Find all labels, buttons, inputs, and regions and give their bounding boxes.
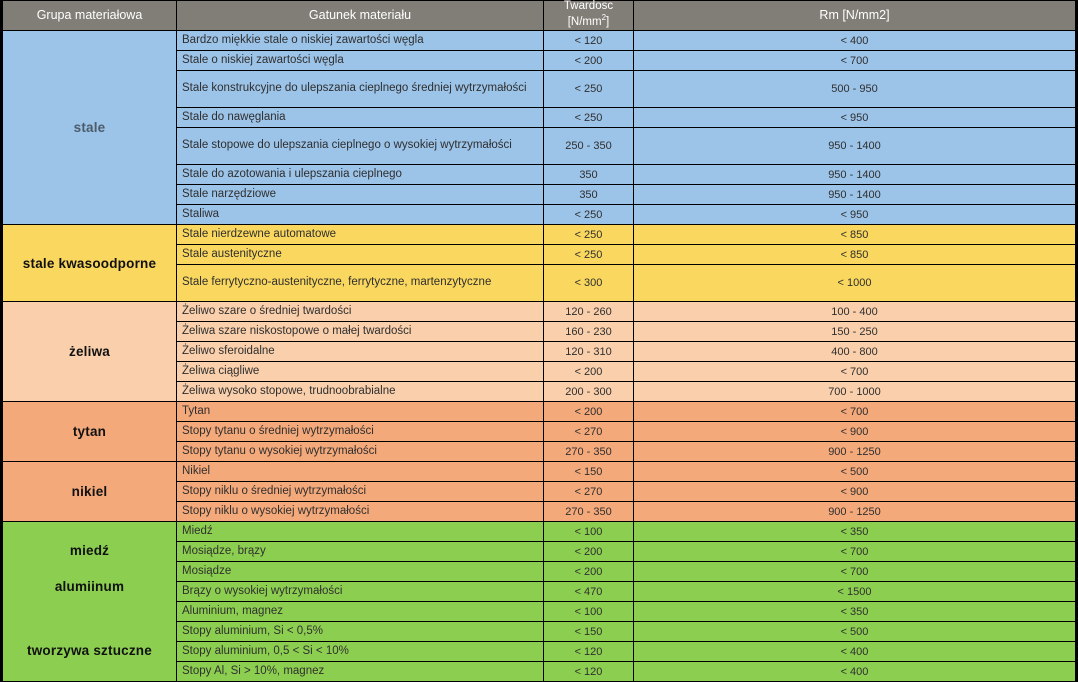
hardness-cell: < 100 — [544, 522, 634, 542]
column-header-rm: Rm [N/mm2] — [634, 1, 1076, 31]
rm-cell: < 700 — [634, 362, 1076, 382]
hardness-cell: 250 - 350 — [544, 128, 634, 165]
grade-cell: Miedź — [177, 522, 544, 542]
group-label: alumiinum — [54, 579, 125, 595]
rm-cell: < 950 — [634, 205, 1076, 225]
column-header-grade: Gatunek materiału — [177, 1, 544, 31]
hardness-header-line1: Twardosc — [563, 0, 614, 12]
hardness-cell: < 200 — [544, 51, 634, 71]
group-label: tworzywa sztuczne — [27, 642, 152, 658]
hardness-cell: 120 - 310 — [544, 342, 634, 362]
rm-cell: < 700 — [634, 562, 1076, 582]
hardness-header-unit: [N/mm — [567, 15, 602, 28]
hardness-cell: < 100 — [544, 602, 634, 622]
hardness-cell: < 200 — [544, 562, 634, 582]
hardness-cell: < 270 — [544, 482, 634, 502]
rm-cell: 700 - 1000 — [634, 382, 1076, 402]
group-cell: stale — [3, 31, 177, 225]
grade-cell: Stale narzędziowe — [177, 185, 544, 205]
table-body — [3, 31, 1076, 682]
hardness-cell: < 200 — [544, 362, 634, 382]
grade-cell: Bardzo miękkie stale o niskiej zawartości węgla — [177, 31, 544, 51]
grade-cell: Stale nierdzewne automatowe — [177, 225, 544, 245]
rm-cell: < 700 — [634, 51, 1076, 71]
hardness-cell: < 150 — [544, 462, 634, 482]
grade-cell: Stopy aluminium, Si < 0,5% — [177, 622, 544, 642]
group-cell: nikiel — [3, 462, 177, 522]
rm-cell: 950 - 1400 — [634, 165, 1076, 185]
rm-cell: 400 - 800 — [634, 342, 1076, 362]
hardness-cell: < 120 — [544, 662, 634, 682]
hardness-cell: < 120 — [544, 642, 634, 662]
rm-cell: 950 - 1400 — [634, 185, 1076, 205]
rm-cell: < 1000 — [634, 265, 1076, 302]
grade-cell: Tytan — [177, 402, 544, 422]
grade-cell: Żeliwo sferoidalne — [177, 342, 544, 362]
hardness-cell: 270 - 350 — [544, 442, 634, 462]
hardness-cell: 160 - 230 — [544, 322, 634, 342]
rm-cell: < 850 — [634, 245, 1076, 265]
hardness-header-exponent: 2 — [601, 13, 607, 23]
hardness-cell: < 120 — [544, 31, 634, 51]
grade-cell: Aluminium, magnez — [177, 602, 544, 622]
grade-cell: Staliwa — [177, 205, 544, 225]
column-header-hardness — [544, 1, 634, 31]
hardness-cell: < 200 — [544, 402, 634, 422]
grade-cell: Stale do azotowania i ulepszania cieplnego — [177, 165, 544, 185]
hardness-cell: < 300 — [544, 265, 634, 302]
grade-cell: Brązy o wysokiej wytrzymałości — [177, 582, 544, 602]
rm-cell: < 500 — [634, 622, 1076, 642]
grade-cell: Mosiądze — [177, 562, 544, 582]
grade-cell: Stale austenityczne — [177, 245, 544, 265]
grade-cell: Stopy aluminium, 0,5 < Si < 10% — [177, 642, 544, 662]
hardness-cell: < 270 — [544, 422, 634, 442]
hardness-header-line2 — [545, 12, 632, 28]
rm-cell: < 500 — [634, 462, 1076, 482]
hardness-cell: < 200 — [544, 542, 634, 562]
hardness-cell: 350 — [544, 185, 634, 205]
hardness-cell: < 250 — [544, 225, 634, 245]
rm-cell: 150 - 250 — [634, 322, 1076, 342]
grade-cell: Mosiądze, brązy — [177, 542, 544, 562]
column-header-group: Grupa materiałowa — [3, 1, 177, 31]
rm-cell: < 400 — [634, 662, 1076, 682]
group-cell — [3, 522, 177, 682]
header-row — [3, 1, 1076, 31]
hardness-cell: 350 — [544, 165, 634, 185]
rm-cell: < 700 — [634, 402, 1076, 422]
rm-cell: < 700 — [634, 542, 1076, 562]
grade-cell: Stale konstrukcyjne do ulepszania cieplnego średniej wytrzymałości — [177, 71, 544, 108]
hardness-cell: 270 - 350 — [544, 502, 634, 522]
grade-cell: Stale o niskiej zawartości węgla — [177, 51, 544, 71]
rm-cell: 950 - 1400 — [634, 128, 1076, 165]
grade-cell: Stopy tytanu o średniej wytrzymałości — [177, 422, 544, 442]
hardness-cell: < 470 — [544, 582, 634, 602]
table-row — [3, 522, 1076, 542]
table-row — [3, 462, 1076, 482]
hardness-cell: < 150 — [544, 622, 634, 642]
grade-cell: Żeliwa ciągliwe — [177, 362, 544, 382]
rm-cell: < 1500 — [634, 582, 1076, 602]
grade-cell: Stopy niklu o wysokiej wytrzymałości — [177, 502, 544, 522]
table-row — [3, 402, 1076, 422]
hardness-cell: 120 - 260 — [544, 302, 634, 322]
rm-cell: < 400 — [634, 642, 1076, 662]
hardness-header-bracket: ] — [606, 15, 610, 28]
grade-cell: Nikiel — [177, 462, 544, 482]
grade-cell: Stale do nawęglania — [177, 108, 544, 128]
hardness-cell: < 250 — [544, 108, 634, 128]
rm-cell: 900 - 1250 — [634, 502, 1076, 522]
material-properties-table — [2, 0, 1076, 682]
hardness-cell: 200 - 300 — [544, 382, 634, 402]
grade-cell: Żeliwa wysoko stopowe, trudnoobrabialne — [177, 382, 544, 402]
grade-cell: Żeliwa szare niskostopowe o małej twardości — [177, 322, 544, 342]
hardness-cell: < 250 — [544, 245, 634, 265]
rm-cell: < 350 — [634, 602, 1076, 622]
table-row — [3, 31, 1076, 51]
rm-cell: < 850 — [634, 225, 1076, 245]
table-header — [3, 1, 1076, 31]
group-cell: tytan — [3, 402, 177, 462]
table-row — [3, 225, 1076, 245]
rm-cell: < 900 — [634, 422, 1076, 442]
group-cell: żeliwa — [3, 302, 177, 402]
table-row — [3, 302, 1076, 322]
group-cell: stale kwasoodporne — [3, 225, 177, 302]
rm-cell: < 900 — [634, 482, 1076, 502]
grade-cell: Żeliwo szare o średniej twardości — [177, 302, 544, 322]
rm-cell: 100 - 400 — [634, 302, 1076, 322]
group-label: miedź — [69, 542, 110, 558]
rm-cell: 900 - 1250 — [634, 442, 1076, 462]
rm-cell: < 950 — [634, 108, 1076, 128]
grade-cell: Stale stopowe do ulepszania cieplnego o wysokiej wytrzymałości — [177, 128, 544, 165]
rm-cell: 500 - 950 — [634, 71, 1076, 108]
grade-cell: Stopy Al, Si > 10%, magnez — [177, 662, 544, 682]
hardness-cell: < 250 — [544, 205, 634, 225]
grade-cell: Stopy tytanu o wysokiej wytrzymałości — [177, 442, 544, 462]
rm-cell: < 350 — [634, 522, 1076, 542]
rm-cell: < 400 — [634, 31, 1076, 51]
hardness-cell: < 250 — [544, 71, 634, 108]
grade-cell: Stopy niklu o średniej wytrzymałości — [177, 482, 544, 502]
grade-cell: Stale ferrytyczno-austenityczne, ferrytyczne, martenzytyczne — [177, 265, 544, 302]
